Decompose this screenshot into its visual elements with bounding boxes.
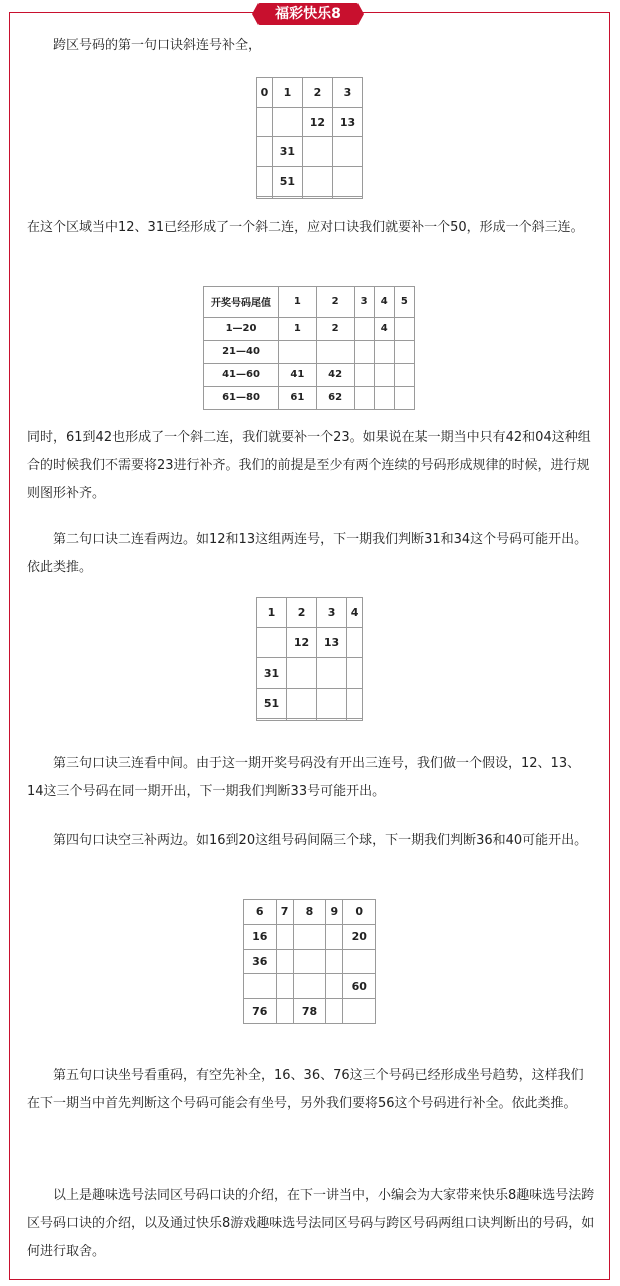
- grid-cell: 51: [272, 167, 302, 197]
- paragraph-6: 第四句口诀空三补两边。如16到20这组号码间隔三个球，下一期我们判断36和40可能开出。: [53, 833, 588, 848]
- grid-cell: 2: [316, 287, 354, 318]
- grid-cell: 42: [316, 363, 354, 386]
- grid-cell: 4: [374, 287, 394, 318]
- grid-cell: 2: [302, 78, 332, 108]
- grid-cell: [272, 196, 302, 198]
- grid-cell: [326, 949, 343, 974]
- grid-cell: 20: [343, 924, 376, 949]
- grid-cell: [326, 924, 343, 949]
- grid-cell: 7: [276, 900, 293, 925]
- grid-cell: 2: [316, 317, 354, 340]
- grid-cell: 41: [279, 363, 317, 386]
- grid-cell: [317, 658, 347, 688]
- grid-cell: 9: [326, 900, 343, 925]
- grid-cell: 13: [332, 107, 362, 137]
- grid-cell: 8: [293, 900, 326, 925]
- grid-cell: 0: [343, 900, 376, 925]
- grid-4: [243, 899, 376, 1024]
- grid-cell: 开奖号码尾值: [204, 287, 279, 318]
- grid-cell: 1—20: [204, 317, 279, 340]
- grid-cell: 5: [394, 287, 414, 318]
- grid-cell: [374, 340, 394, 363]
- paragraph-4: 第二句口诀二连看两边。如12和13这组两连号，下一期我们判断31和34这个号码可能开出。依此类推。: [27, 532, 588, 575]
- grid-cell: [374, 363, 394, 386]
- grid-cell: [354, 363, 374, 386]
- grid-cell: 21—40: [204, 340, 279, 363]
- grid-cell: [276, 999, 293, 1024]
- grid-cell: [287, 658, 317, 688]
- grid-cell: [257, 196, 273, 198]
- grid-cell: 0: [257, 78, 273, 108]
- grid-cell: 36: [244, 949, 277, 974]
- grid-cell: [326, 999, 343, 1024]
- grid-cell: 61: [279, 386, 317, 409]
- grid-cell: 41—60: [204, 363, 279, 386]
- grid-cell: [302, 137, 332, 167]
- grid-cell: [276, 949, 293, 974]
- grid-cell: [354, 386, 374, 409]
- paragraph-5: 第三句口诀三连看中间。由于这一期开奖号码没有开出三连号，我们做一个假设，12、13、14这三个号码在同一期开出，下一期我们判断33号可能开出。: [27, 756, 581, 799]
- grid-cell: [317, 718, 347, 720]
- grid-cell: [257, 718, 287, 720]
- grid-cell: [257, 107, 273, 137]
- grid-2: [203, 286, 415, 410]
- grid-cell: [343, 999, 376, 1024]
- grid-cell: 1: [257, 598, 287, 628]
- grid-cell: 51: [257, 688, 287, 718]
- grid-cell: [302, 196, 332, 198]
- grid-cell: 3: [354, 287, 374, 318]
- grid-cell: [244, 974, 277, 999]
- grid-cell: [394, 386, 414, 409]
- grid-3: [256, 597, 363, 721]
- grid-cell: 60: [343, 974, 376, 999]
- grid-cell: 3: [317, 598, 347, 628]
- grid-cell: [354, 340, 374, 363]
- grid-cell: 16: [244, 924, 277, 949]
- grid-cell: [354, 317, 374, 340]
- grid-cell: [332, 196, 362, 198]
- grid-cell: [287, 688, 317, 718]
- grid-cell: 13: [317, 628, 347, 658]
- grid-cell: [332, 137, 362, 167]
- grid-cell: 4: [347, 598, 363, 628]
- grid-cell: [394, 317, 414, 340]
- header-badge: 福彩快乐8: [258, 3, 358, 25]
- grid-cell: [257, 628, 287, 658]
- grid-cell: 31: [257, 658, 287, 688]
- grid-cell: [287, 718, 317, 720]
- grid-cell: 4: [374, 317, 394, 340]
- grid-cell: [279, 340, 317, 363]
- grid-cell: [374, 386, 394, 409]
- grid-cell: [332, 167, 362, 197]
- paragraph-7: 第五句口诀坐号看重码，有空先补全，16、36、76这三个号码已经形成坐号趋势，这样我们在下一期当中首先判断这个号码可能会有坐号，另外我们要将56这个号码进行补全。依此类推。: [27, 1068, 584, 1111]
- grid-cell: 78: [293, 999, 326, 1024]
- grid-cell: 6: [244, 900, 277, 925]
- grid-cell: [347, 718, 363, 720]
- grid-cell: [302, 167, 332, 197]
- grid-cell: [394, 340, 414, 363]
- grid-cell: 62: [316, 386, 354, 409]
- paragraph-2: 在这个区域当中12、31已经形成了一个斜二连，应对口诀我们就要补一个50，形成一个斜三连。: [27, 220, 584, 235]
- paragraph-3: 同时，61到42也形成了一个斜二连，我们就要补一个23。如果说在某一期当中只有42和04这种组合的时候我们不需要将23进行补齐。我们的前提是至少有两个连续的号码形成规律的时候，进行规则图形补齐。: [27, 430, 591, 501]
- grid-cell: 1: [279, 317, 317, 340]
- grid-cell: 12: [287, 628, 317, 658]
- grid-cell: 1: [272, 78, 302, 108]
- grid-cell: [394, 363, 414, 386]
- grid-cell: [293, 974, 326, 999]
- grid-cell: [257, 167, 273, 197]
- grid-cell: [347, 628, 363, 658]
- grid-cell: 61—80: [204, 386, 279, 409]
- paragraph-8: 以上是趣味选号法同区号码口诀的介绍，在下一讲当中，小编会为大家带来快乐8趣味选号法跨区号码口诀的介绍，以及通过快乐8游戏趣味选号法同区号码与跨区号码两组口诀判断出的号码，如何进行取舍。: [27, 1188, 595, 1259]
- grid-cell: 2: [287, 598, 317, 628]
- paragraph-1: 跨区号码的第一句口诀斜连号补全，: [53, 38, 262, 53]
- grid-cell: [272, 107, 302, 137]
- grid-cell: [293, 924, 326, 949]
- grid-cell: 3: [332, 78, 362, 108]
- grid-cell: 31: [272, 137, 302, 167]
- grid-cell: [293, 949, 326, 974]
- grid-cell: 12: [302, 107, 332, 137]
- grid-1: [256, 77, 363, 199]
- grid-cell: [317, 688, 347, 718]
- grid-cell: [276, 974, 293, 999]
- grid-cell: [347, 688, 363, 718]
- grid-cell: [257, 137, 273, 167]
- grid-cell: [347, 658, 363, 688]
- grid-cell: [316, 340, 354, 363]
- grid-cell: 76: [244, 999, 277, 1024]
- grid-cell: [343, 949, 376, 974]
- grid-cell: [326, 974, 343, 999]
- grid-cell: 1: [279, 287, 317, 318]
- grid-cell: [276, 924, 293, 949]
